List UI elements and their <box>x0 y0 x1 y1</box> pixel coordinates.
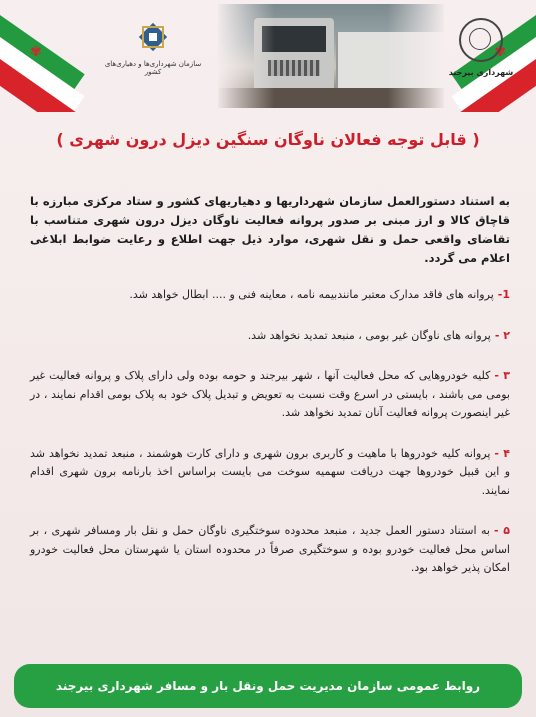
notice-item <box>30 445 510 501</box>
item-text: به استناد دستور العمل جدید ، منبعد محدوده سوختگیری ناوگان حمل و نقل بار ومسافر شهری ، بر اساس محل فعالیت خودرو بوده و سوختگیری صرفاً در محدوده استان یا شهرستان محل فعالیت خودرو امکان پذیر خواهد بود. <box>30 524 510 574</box>
footer-text: روابط عمومی سازمان مدیریت حمل ونقل بار و مسافر شهرداری بیرجند <box>55 679 481 693</box>
intro-paragraph: به استناد دستورالعمل سازمان شهرداریها و دهیاریهای کشور و ستاد مرکزی مبارزه با قاچاق کالا و ارز مبنی بر صدور پروانه فعالیت ناوگان دیزل درون شهری متناسب با تقاضای واقعی حمل و نقل شهری، موارد ذیل جهت اطلاع و رعایت ضوابط ابلاغی اعلام می گردد. <box>30 194 510 265</box>
item-number: ۳ - <box>494 369 510 382</box>
flag-emblem-icon: ✾ <box>30 44 42 60</box>
item-text: پروانه کلیه خودروها با ماهیت و کاربری برون شهری و دارای کارت هوشمند ، منبعد تمدید نخواهد شد و این قبیل خودروها جهت دریافت سهمیه سوخت می بایست براساس اخذ بارنامه برون شهری اقدام نمایند. <box>30 446 510 497</box>
notice-title: ( قابل توجه فعالان ناوگان سنگین دیزل درون شهری ) <box>56 130 480 149</box>
right-logo-caption: شهرداری بیرجند <box>448 68 514 77</box>
truck-photo <box>218 4 444 108</box>
item-text: کلیه خودروهایی که محل فعالیت آنها ، شهر بیرجند و حومه بوده ولی دارای پلاک و پروانه فعالیت غیر بومی می باشند ، بایستی در اسرع وقت نسبت به تعویض و تبدیل پلاک خود به پلاک بومی اقدام نمایند ، در غیر اینصورت پروانه فعالیت آنان تمدید نخواهد شد. <box>30 369 510 419</box>
birjand-municipality-logo <box>446 18 516 108</box>
star-logo-icon <box>134 18 172 56</box>
item-text: پروانه های ناوگان غیر بومی ، منبعد تمدید نخواهد شد. <box>247 328 491 342</box>
municipalities-organization-logo <box>98 18 208 108</box>
flag-emblem-icon: ✾ <box>494 44 506 60</box>
seal-icon <box>459 18 503 62</box>
notice-item <box>30 327 510 346</box>
notice-item <box>30 367 510 423</box>
item-text: پروانه های فاقد مدارک معتبر مانندبیمه نامه ، معاینه فنی و .... ابطال خواهد شد. <box>129 288 494 301</box>
item-number: ۵ - <box>493 524 510 537</box>
left-logo-caption: سازمان شهرداری‌ها و دهیاری‌های کشور <box>104 60 202 76</box>
notice-item <box>30 286 510 305</box>
header <box>90 4 514 108</box>
iran-flag-left <box>0 0 96 112</box>
footer-banner <box>14 664 522 708</box>
notice-items <box>30 286 510 578</box>
item-number: ۴ - <box>494 446 511 460</box>
item-number: 1- <box>497 288 510 301</box>
notice-item <box>30 522 510 578</box>
item-number: ۲ - <box>494 328 510 342</box>
